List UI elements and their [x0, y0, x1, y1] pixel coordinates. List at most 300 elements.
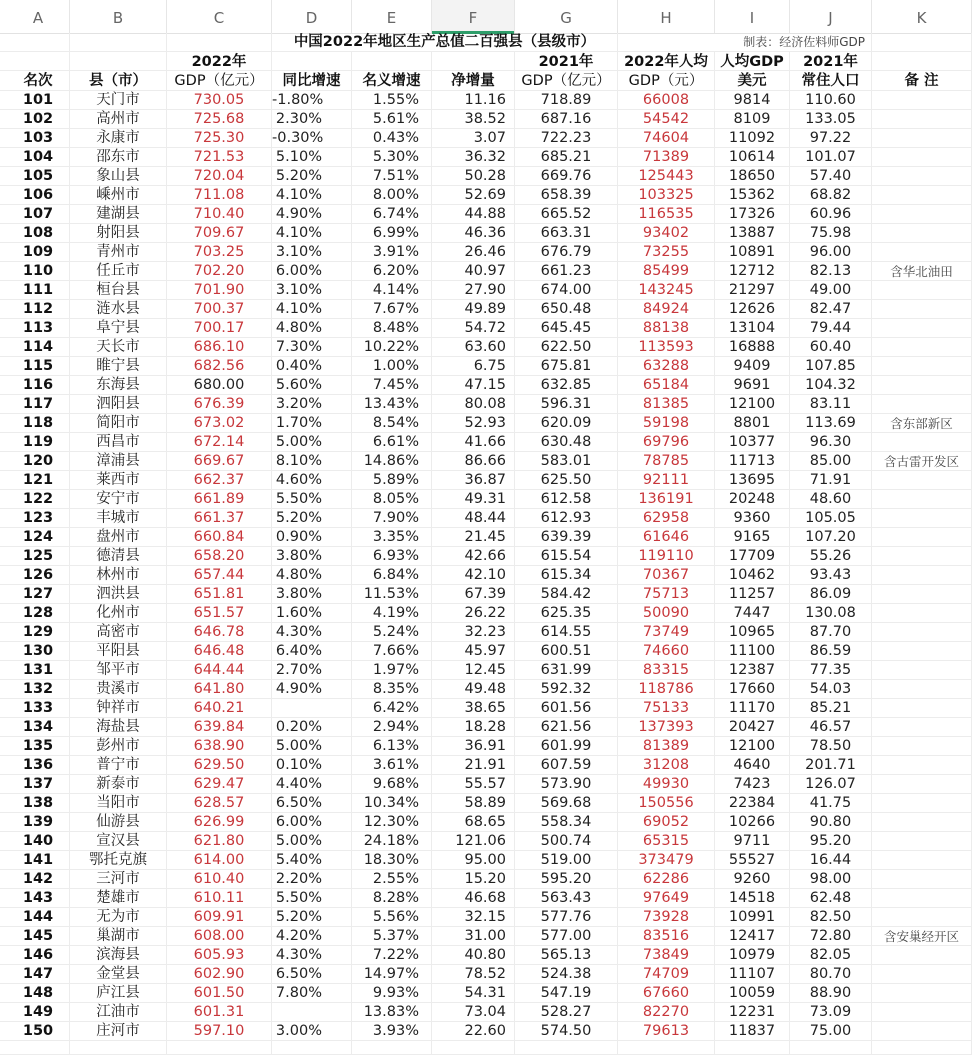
cell-rank[interactable]: 142 — [7, 870, 70, 888]
cell-per_capita[interactable]: 62958 — [618, 509, 715, 527]
cell-pop[interactable]: 97.22 — [790, 129, 872, 147]
cell-name[interactable]: 简阳市 — [70, 414, 167, 432]
header3-a[interactable]: 名次 — [7, 71, 70, 90]
cell-rank[interactable]: 144 — [7, 908, 70, 926]
cell-gdp2022[interactable]: 709.67 — [167, 224, 272, 242]
cell-usd[interactable]: 9691 — [715, 376, 790, 394]
cell-gdp2021[interactable]: 676.79 — [515, 243, 618, 261]
cell-gdp2022[interactable]: 703.25 — [167, 243, 272, 261]
cell-yoy[interactable]: 4.80% — [272, 319, 352, 337]
cell-gdp2022[interactable]: 711.08 — [167, 186, 272, 204]
cell-note[interactable] — [872, 376, 972, 394]
cell-name[interactable]: 射阳县 — [70, 224, 167, 242]
cell-name[interactable]: 莱西市 — [70, 471, 167, 489]
cell-rank[interactable]: 139 — [7, 813, 70, 831]
cell-increase[interactable]: 50.28 — [432, 167, 515, 185]
cell-gdp2022[interactable]: 700.37 — [167, 300, 272, 318]
cell-name[interactable]: 仙游县 — [70, 813, 167, 831]
cell-gdp2021[interactable]: 669.76 — [515, 167, 618, 185]
cell-nominal[interactable]: 1.97% — [352, 661, 432, 679]
cell-pop[interactable]: 95.20 — [790, 832, 872, 850]
cell-rank[interactable]: 108 — [7, 224, 70, 242]
cell-rank[interactable]: 121 — [7, 471, 70, 489]
cell-name[interactable]: 宣汉县 — [70, 832, 167, 850]
cell-increase[interactable]: 86.66 — [432, 452, 515, 470]
cell-pop[interactable]: 68.82 — [790, 186, 872, 204]
cell-gdp2022[interactable]: 644.44 — [167, 661, 272, 679]
cell-per_capita[interactable]: 73849 — [618, 946, 715, 964]
cell-note[interactable]: 含安巢经开区 — [872, 927, 972, 945]
cell-per_capita[interactable]: 79613 — [618, 1022, 715, 1040]
header2-f[interactable] — [432, 52, 515, 70]
cell-pop[interactable]: 82.05 — [790, 946, 872, 964]
cell-gdp2022[interactable]: 673.02 — [167, 414, 272, 432]
cell-increase[interactable]: 26.22 — [432, 604, 515, 622]
cell-nominal[interactable]: 9.93% — [352, 984, 432, 1002]
cell-gdp2022[interactable]: 597.10 — [167, 1022, 272, 1040]
cell-yoy[interactable]: 0.10% — [272, 756, 352, 774]
cell-note[interactable] — [872, 338, 972, 356]
cell-gdp2021[interactable]: 565.13 — [515, 946, 618, 964]
cell-pop[interactable]: 96.30 — [790, 433, 872, 451]
cell-gdp2021[interactable]: 663.31 — [515, 224, 618, 242]
empty-cell[interactable] — [7, 1041, 70, 1054]
cell-note[interactable] — [872, 1022, 972, 1040]
cell-note[interactable] — [872, 433, 972, 451]
cell-rank[interactable]: 115 — [7, 357, 70, 375]
cell-rank[interactable]: 134 — [7, 718, 70, 736]
cell-yoy[interactable] — [272, 699, 352, 717]
cell-per_capita[interactable]: 74604 — [618, 129, 715, 147]
cell-increase[interactable]: 36.32 — [432, 148, 515, 166]
cell-pop[interactable]: 87.70 — [790, 623, 872, 641]
cell-name[interactable]: 彭州市 — [70, 737, 167, 755]
cell-note[interactable] — [872, 984, 972, 1002]
cell-yoy[interactable]: 5.20% — [272, 908, 352, 926]
header2-e[interactable] — [352, 52, 432, 70]
cell-nominal[interactable]: 3.61% — [352, 756, 432, 774]
cell-note[interactable] — [872, 946, 972, 964]
cell-name[interactable]: 庄河市 — [70, 1022, 167, 1040]
empty-cell[interactable] — [167, 1041, 272, 1054]
cell-gdp2021[interactable]: 687.16 — [515, 110, 618, 128]
cell-pop[interactable]: 72.80 — [790, 927, 872, 945]
cell-rank[interactable]: 148 — [7, 984, 70, 1002]
header3-f[interactable]: 净增量 — [432, 71, 515, 90]
cell-note[interactable] — [872, 699, 972, 717]
cell-nominal[interactable]: 8.35% — [352, 680, 432, 698]
cell-name[interactable]: 巢湖市 — [70, 927, 167, 945]
cell-pop[interactable]: 75.98 — [790, 224, 872, 242]
cell-usd[interactable]: 9165 — [715, 528, 790, 546]
cell-note[interactable] — [872, 110, 972, 128]
cell-yoy[interactable]: 0.20% — [272, 718, 352, 736]
cell-per_capita[interactable]: 78785 — [618, 452, 715, 470]
cell-name[interactable]: 当阳市 — [70, 794, 167, 812]
cell-usd[interactable]: 4640 — [715, 756, 790, 774]
cell-increase[interactable]: 46.68 — [432, 889, 515, 907]
cell-yoy[interactable]: 6.00% — [272, 262, 352, 280]
cell-gdp2022[interactable]: 710.40 — [167, 205, 272, 223]
cell-gdp2022[interactable]: 672.14 — [167, 433, 272, 451]
cell-gdp2021[interactable]: 632.85 — [515, 376, 618, 394]
cell-rank[interactable]: 145 — [7, 927, 70, 945]
cell-nominal[interactable]: 24.18% — [352, 832, 432, 850]
empty-cell[interactable] — [515, 1041, 618, 1054]
cell-per_capita[interactable]: 74709 — [618, 965, 715, 983]
cell-gdp2021[interactable]: 675.81 — [515, 357, 618, 375]
cell-rank[interactable]: 104 — [7, 148, 70, 166]
cell-usd[interactable]: 15362 — [715, 186, 790, 204]
cell-nominal[interactable]: 8.48% — [352, 319, 432, 337]
header3-k[interactable]: 备 注 — [872, 71, 972, 90]
cell-nominal[interactable]: 4.14% — [352, 281, 432, 299]
cell-nominal[interactable]: 8.28% — [352, 889, 432, 907]
cell-yoy[interactable]: 3.20% — [272, 395, 352, 413]
header2-b[interactable] — [70, 52, 167, 70]
cell-increase[interactable]: 73.04 — [432, 1003, 515, 1021]
cell-per_capita[interactable]: 150556 — [618, 794, 715, 812]
cell-gdp2021[interactable]: 601.99 — [515, 737, 618, 755]
column-header-b[interactable]: B — [70, 0, 167, 33]
cell-nominal[interactable]: 11.53% — [352, 585, 432, 603]
cell-nominal[interactable]: 7.51% — [352, 167, 432, 185]
header3-h[interactable]: GDP（元） — [618, 71, 715, 90]
cell-note[interactable] — [872, 566, 972, 584]
cell-yoy[interactable]: 1.70% — [272, 414, 352, 432]
cell-increase[interactable]: 49.48 — [432, 680, 515, 698]
cell-yoy[interactable]: 4.20% — [272, 927, 352, 945]
cell-yoy[interactable]: 5.00% — [272, 433, 352, 451]
cell-name[interactable]: 青州市 — [70, 243, 167, 261]
cell-yoy[interactable]: 5.10% — [272, 148, 352, 166]
cell-increase[interactable]: 52.93 — [432, 414, 515, 432]
cell-rank[interactable]: 109 — [7, 243, 70, 261]
cell-per_capita[interactable]: 81385 — [618, 395, 715, 413]
cell-pop[interactable]: 82.47 — [790, 300, 872, 318]
cell-pop[interactable]: 71.91 — [790, 471, 872, 489]
cell-per_capita[interactable]: 118786 — [618, 680, 715, 698]
empty-cell[interactable] — [618, 1041, 715, 1054]
cell-pop[interactable]: 101.07 — [790, 148, 872, 166]
cell-yoy[interactable]: 7.30% — [272, 338, 352, 356]
cell-usd[interactable]: 11837 — [715, 1022, 790, 1040]
cell-yoy[interactable]: 3.80% — [272, 547, 352, 565]
cell-yoy[interactable]: 3.00% — [272, 1022, 352, 1040]
cell-gdp2021[interactable]: 614.55 — [515, 623, 618, 641]
cell-gdp2021[interactable]: 500.74 — [515, 832, 618, 850]
cell-note[interactable] — [872, 509, 972, 527]
cell-nominal[interactable]: 3.91% — [352, 243, 432, 261]
cell-increase[interactable]: 6.75 — [432, 357, 515, 375]
cell-gdp2021[interactable]: 612.93 — [515, 509, 618, 527]
cell-increase[interactable]: 32.23 — [432, 623, 515, 641]
cell-usd[interactable]: 10377 — [715, 433, 790, 451]
cell-per_capita[interactable]: 65184 — [618, 376, 715, 394]
cell-pop[interactable]: 57.40 — [790, 167, 872, 185]
cell-increase[interactable]: 36.91 — [432, 737, 515, 755]
cell-per_capita[interactable]: 113593 — [618, 338, 715, 356]
cell-rank[interactable]: 123 — [7, 509, 70, 527]
cell-pop[interactable]: 54.03 — [790, 680, 872, 698]
cell-yoy[interactable]: 5.50% — [272, 889, 352, 907]
cell-note[interactable] — [872, 851, 972, 869]
empty-cell[interactable] — [272, 1041, 352, 1054]
cell-per_capita[interactable]: 74660 — [618, 642, 715, 660]
cell-gdp2021[interactable]: 665.52 — [515, 205, 618, 223]
cell-per_capita[interactable]: 62286 — [618, 870, 715, 888]
cell-nominal[interactable]: 1.55% — [352, 91, 432, 109]
cell-per_capita[interactable]: 49930 — [618, 775, 715, 793]
cell-pop[interactable]: 113.69 — [790, 414, 872, 432]
cell-gdp2021[interactable]: 584.42 — [515, 585, 618, 603]
cell-name[interactable]: 丰城市 — [70, 509, 167, 527]
cell-usd[interactable]: 10965 — [715, 623, 790, 641]
header2-d[interactable] — [272, 52, 352, 70]
cell-nominal[interactable]: 6.74% — [352, 205, 432, 223]
column-header-a[interactable]: A — [7, 0, 70, 33]
cell-usd[interactable]: 8109 — [715, 110, 790, 128]
cell-note[interactable] — [872, 813, 972, 831]
cell-gdp2022[interactable]: 676.39 — [167, 395, 272, 413]
cell-note[interactable] — [872, 167, 972, 185]
cell-nominal[interactable]: 7.66% — [352, 642, 432, 660]
cell-note[interactable] — [872, 585, 972, 603]
cell-nominal[interactable]: 13.83% — [352, 1003, 432, 1021]
cell-pop[interactable]: 86.59 — [790, 642, 872, 660]
cell-name[interactable]: 新泰市 — [70, 775, 167, 793]
column-header-d[interactable]: D — [272, 0, 352, 33]
cell-note[interactable] — [872, 471, 972, 489]
cell-increase[interactable]: 44.88 — [432, 205, 515, 223]
cell-gdp2021[interactable]: 600.51 — [515, 642, 618, 660]
cell-name[interactable]: 高密市 — [70, 623, 167, 641]
cell-b1[interactable] — [70, 33, 167, 51]
cell-per_capita[interactable]: 82270 — [618, 1003, 715, 1021]
cell-c1[interactable] — [167, 33, 272, 51]
cell-name[interactable]: 无为市 — [70, 908, 167, 926]
cell-pop[interactable]: 82.13 — [790, 262, 872, 280]
cell-increase[interactable]: 121.06 — [432, 832, 515, 850]
cell-usd[interactable]: 12100 — [715, 737, 790, 755]
cell-gdp2022[interactable]: 700.17 — [167, 319, 272, 337]
cell-pop[interactable]: 86.09 — [790, 585, 872, 603]
cell-rank[interactable]: 130 — [7, 642, 70, 660]
cell-gdp2021[interactable]: 577.76 — [515, 908, 618, 926]
cell-name[interactable]: 邹平市 — [70, 661, 167, 679]
cell-name[interactable]: 漳浦县 — [70, 452, 167, 470]
cell-pop[interactable]: 104.32 — [790, 376, 872, 394]
cell-per_capita[interactable]: 73749 — [618, 623, 715, 641]
cell-per_capita[interactable]: 54542 — [618, 110, 715, 128]
cell-yoy[interactable]: 4.40% — [272, 775, 352, 793]
cell-pop[interactable]: 93.43 — [790, 566, 872, 584]
cell-increase[interactable]: 3.07 — [432, 129, 515, 147]
header3-d[interactable]: 同比增速 — [272, 71, 352, 90]
cell-k1[interactable] — [872, 33, 972, 51]
cell-pop[interactable]: 110.60 — [790, 91, 872, 109]
cell-rank[interactable]: 116 — [7, 376, 70, 394]
cell-gdp2022[interactable]: 662.37 — [167, 471, 272, 489]
cell-yoy[interactable]: 5.40% — [272, 851, 352, 869]
cell-nominal[interactable]: 6.93% — [352, 547, 432, 565]
cell-rank[interactable]: 117 — [7, 395, 70, 413]
cell-usd[interactable]: 10991 — [715, 908, 790, 926]
column-header-k[interactable]: K — [872, 0, 972, 33]
cell-usd[interactable]: 10266 — [715, 813, 790, 831]
cell-pop[interactable]: 46.57 — [790, 718, 872, 736]
cell-increase[interactable]: 22.60 — [432, 1022, 515, 1040]
cell-per_capita[interactable]: 65315 — [618, 832, 715, 850]
cell-rank[interactable]: 146 — [7, 946, 70, 964]
cell-yoy[interactable]: 0.40% — [272, 357, 352, 375]
cell-yoy[interactable]: 2.70% — [272, 661, 352, 679]
cell-rank[interactable]: 113 — [7, 319, 70, 337]
cell-nominal[interactable]: 9.68% — [352, 775, 432, 793]
cell-per_capita[interactable]: 83516 — [618, 927, 715, 945]
cell-increase[interactable]: 49.31 — [432, 490, 515, 508]
cell-note[interactable]: 含华北油田 — [872, 262, 972, 280]
cell-yoy[interactable]: 3.10% — [272, 281, 352, 299]
cell-gdp2022[interactable]: 610.40 — [167, 870, 272, 888]
cell-nominal[interactable]: 8.05% — [352, 490, 432, 508]
empty-cell[interactable] — [790, 1041, 872, 1054]
cell-gdp2021[interactable]: 601.56 — [515, 699, 618, 717]
cell-gdp2022[interactable]: 682.56 — [167, 357, 272, 375]
cell-name[interactable]: 任丘市 — [70, 262, 167, 280]
cell-nominal[interactable]: 12.30% — [352, 813, 432, 831]
cell-increase[interactable]: 41.66 — [432, 433, 515, 451]
cell-usd[interactable]: 13695 — [715, 471, 790, 489]
cell-pop[interactable]: 82.50 — [790, 908, 872, 926]
cell-increase[interactable]: 49.89 — [432, 300, 515, 318]
cell-rank[interactable]: 137 — [7, 775, 70, 793]
cell-per_capita[interactable]: 69796 — [618, 433, 715, 451]
cell-yoy[interactable]: 4.10% — [272, 186, 352, 204]
cell-increase[interactable]: 78.52 — [432, 965, 515, 983]
cell-rank[interactable]: 147 — [7, 965, 70, 983]
cell-pop[interactable]: 77.35 — [790, 661, 872, 679]
cell-usd[interactable]: 12100 — [715, 395, 790, 413]
cell-name[interactable]: 盘州市 — [70, 528, 167, 546]
cell-gdp2021[interactable]: 547.19 — [515, 984, 618, 1002]
cell-yoy[interactable]: 4.10% — [272, 300, 352, 318]
cell-gdp2021[interactable]: 631.99 — [515, 661, 618, 679]
header2-c[interactable]: 2022年 — [167, 52, 272, 70]
cell-note[interactable] — [872, 718, 972, 736]
cell-increase[interactable]: 58.89 — [432, 794, 515, 812]
cell-per_capita[interactable]: 116535 — [618, 205, 715, 223]
cell-usd[interactable]: 8801 — [715, 414, 790, 432]
cell-gdp2021[interactable]: 573.90 — [515, 775, 618, 793]
cell-increase[interactable]: 21.45 — [432, 528, 515, 546]
cell-usd[interactable]: 12712 — [715, 262, 790, 280]
cell-usd[interactable]: 13104 — [715, 319, 790, 337]
cell-rank[interactable]: 118 — [7, 414, 70, 432]
cell-note[interactable] — [872, 224, 972, 242]
cell-nominal[interactable]: 10.22% — [352, 338, 432, 356]
cell-nominal[interactable]: 2.94% — [352, 718, 432, 736]
cell-gdp2021[interactable]: 519.00 — [515, 851, 618, 869]
cell-gdp2021[interactable]: 569.68 — [515, 794, 618, 812]
cell-name[interactable]: 三河市 — [70, 870, 167, 888]
cell-yoy[interactable]: 4.60% — [272, 471, 352, 489]
cell-yoy[interactable]: 4.10% — [272, 224, 352, 242]
cell-gdp2021[interactable]: 615.54 — [515, 547, 618, 565]
cell-name[interactable]: 泗洪县 — [70, 585, 167, 603]
cell-name[interactable]: 钟祥市 — [70, 699, 167, 717]
cell-gdp2021[interactable]: 661.23 — [515, 262, 618, 280]
cell-rank[interactable]: 126 — [7, 566, 70, 584]
cell-note[interactable] — [872, 186, 972, 204]
column-header-j[interactable]: J — [790, 0, 872, 33]
empty-cell[interactable] — [432, 1041, 515, 1054]
cell-gdp2021[interactable]: 718.89 — [515, 91, 618, 109]
cell-yoy[interactable]: 6.50% — [272, 794, 352, 812]
cell-pop[interactable]: 133.05 — [790, 110, 872, 128]
cell-usd[interactable]: 12417 — [715, 927, 790, 945]
cell-per_capita[interactable]: 75133 — [618, 699, 715, 717]
cell-name[interactable]: 邵东市 — [70, 148, 167, 166]
cell-name[interactable]: 象山县 — [70, 167, 167, 185]
cell-name[interactable]: 德清县 — [70, 547, 167, 565]
cell-name[interactable]: 林州市 — [70, 566, 167, 584]
cell-gdp2022[interactable]: 610.11 — [167, 889, 272, 907]
cell-name[interactable]: 楚雄市 — [70, 889, 167, 907]
cell-note[interactable] — [872, 832, 972, 850]
cell-nominal[interactable]: 5.61% — [352, 110, 432, 128]
cell-increase[interactable]: 32.15 — [432, 908, 515, 926]
cell-yoy[interactable]: 3.10% — [272, 243, 352, 261]
cell-note[interactable] — [872, 889, 972, 907]
cell-usd[interactable]: 20248 — [715, 490, 790, 508]
cell-per_capita[interactable]: 81389 — [618, 737, 715, 755]
cell-usd[interactable]: 18650 — [715, 167, 790, 185]
cell-name[interactable]: 天长市 — [70, 338, 167, 356]
cell-rank[interactable]: 136 — [7, 756, 70, 774]
cell-gdp2022[interactable]: 720.04 — [167, 167, 272, 185]
cell-per_capita[interactable]: 71389 — [618, 148, 715, 166]
cell-gdp2022[interactable]: 661.89 — [167, 490, 272, 508]
cell-per_capita[interactable]: 125443 — [618, 167, 715, 185]
cell-usd[interactable]: 16888 — [715, 338, 790, 356]
cell-usd[interactable]: 11107 — [715, 965, 790, 983]
cell-rank[interactable]: 138 — [7, 794, 70, 812]
cell-rank[interactable]: 119 — [7, 433, 70, 451]
cell-gdp2021[interactable]: 639.39 — [515, 528, 618, 546]
cell-note[interactable] — [872, 794, 972, 812]
cell-nominal[interactable]: 4.19% — [352, 604, 432, 622]
cell-gdp2021[interactable]: 592.32 — [515, 680, 618, 698]
cell-yoy[interactable]: 5.50% — [272, 490, 352, 508]
cell-nominal[interactable]: 1.00% — [352, 357, 432, 375]
cell-rank[interactable]: 107 — [7, 205, 70, 223]
cell-increase[interactable]: 63.60 — [432, 338, 515, 356]
cell-note[interactable]: 含东部新区 — [872, 414, 972, 432]
header3-i[interactable]: 美元 — [715, 71, 790, 90]
cell-yoy[interactable]: -1.80% — [272, 91, 352, 109]
cell-gdp2021[interactable]: 528.27 — [515, 1003, 618, 1021]
cell-gdp2022[interactable]: 638.90 — [167, 737, 272, 755]
cell-note[interactable] — [872, 623, 972, 641]
cell-usd[interactable]: 9360 — [715, 509, 790, 527]
cell-rank[interactable]: 150 — [7, 1022, 70, 1040]
cell-per_capita[interactable]: 75713 — [618, 585, 715, 603]
cell-usd[interactable]: 55527 — [715, 851, 790, 869]
cell-usd[interactable]: 21297 — [715, 281, 790, 299]
cell-note[interactable] — [872, 737, 972, 755]
cell-per_capita[interactable]: 66008 — [618, 91, 715, 109]
